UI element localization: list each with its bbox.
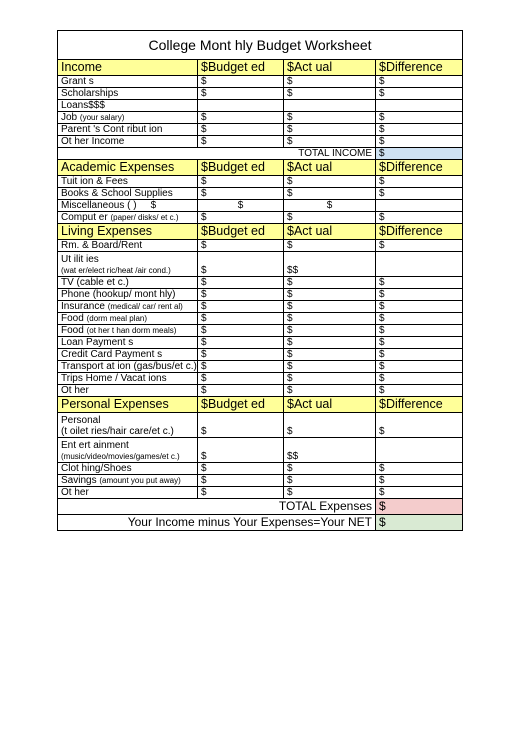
- table-row: [58, 475, 463, 487]
- actual-currency-extra: $: [292, 265, 299, 276]
- total-income-label: TOTAL INCOME: [58, 148, 376, 160]
- row-label-main: Personal: [61, 415, 101, 426]
- budgeted-cell[interactable]: $: [198, 277, 284, 289]
- difference-cell[interactable]: $: [376, 361, 463, 373]
- actual-cell[interactable]: $: [284, 88, 376, 100]
- budgeted-cell[interactable]: $: [198, 413, 284, 438]
- actual-cell[interactable]: $: [284, 413, 376, 438]
- row-label: [58, 325, 198, 337]
- difference-cell[interactable]: [376, 100, 463, 112]
- income-budgeted-header: $Budget ed: [198, 60, 284, 76]
- difference-cell[interactable]: $: [376, 124, 463, 136]
- difference-cell[interactable]: $: [376, 289, 463, 301]
- actual-cell[interactable]: $: [284, 112, 376, 124]
- actual-cell[interactable]: $: [284, 487, 376, 499]
- difference-cell[interactable]: $: [376, 373, 463, 385]
- actual-cell[interactable]: $: [284, 76, 376, 88]
- budgeted-cell[interactable]: $: [198, 252, 284, 277]
- row-label: [58, 112, 198, 124]
- row-label: [58, 212, 198, 224]
- difference-cell[interactable]: $: [376, 176, 463, 188]
- row-label: Credit Card Payment s: [58, 349, 198, 361]
- row-label: Ot her Income: [58, 136, 198, 148]
- actual-cell[interactable]: $: [284, 301, 376, 313]
- actual-currency: $: [287, 265, 293, 276]
- income-difference-header: $Difference: [376, 60, 463, 76]
- row-label: Grant s: [58, 76, 198, 88]
- difference-cell[interactable]: $: [376, 301, 463, 313]
- row-label: Rm. & Board/Rent: [58, 240, 198, 252]
- difference-cell[interactable]: $: [376, 76, 463, 88]
- difference-cell[interactable]: $: [376, 188, 463, 200]
- row-label-note: (dorm meal plan): [86, 314, 148, 323]
- academic-difference-header: $Difference: [376, 160, 463, 176]
- table-row: [58, 212, 463, 224]
- row-label-note: (music/video/movies/games/et c.): [61, 452, 180, 461]
- table-row: [58, 112, 463, 124]
- row-label: [58, 313, 198, 325]
- budgeted-cell[interactable]: $: [198, 301, 284, 313]
- difference-cell[interactable]: $: [376, 413, 463, 438]
- table-row: [58, 349, 463, 361]
- budgeted-cell[interactable]: $: [198, 136, 284, 148]
- row-label: [58, 252, 198, 277]
- table-row: [58, 176, 463, 188]
- living-actual-header: $Act ual: [284, 224, 376, 240]
- row-label-note: (ot her t han dorm meals): [86, 326, 177, 335]
- table-row: [58, 124, 463, 136]
- row-label: [58, 301, 198, 313]
- difference-cell[interactable]: $: [376, 325, 463, 337]
- net-cell[interactable]: $: [376, 515, 463, 531]
- budgeted-cell[interactable]: $: [198, 487, 284, 499]
- difference-cell[interactable]: [376, 438, 463, 463]
- difference-cell[interactable]: $: [376, 349, 463, 361]
- budgeted-cell[interactable]: [198, 200, 284, 212]
- row-label: TV (cable et c.): [58, 277, 198, 289]
- budgeted-cell[interactable]: $: [198, 438, 284, 463]
- table-row: [58, 100, 463, 112]
- budget-worksheet-table: [57, 30, 463, 531]
- actual-currency: $: [326, 200, 333, 211]
- actual-cell[interactable]: $: [284, 463, 376, 475]
- actual-cell[interactable]: $: [284, 373, 376, 385]
- table-row: [58, 361, 463, 373]
- net-label: Your Income minus Your Expenses=Your NET: [58, 515, 376, 531]
- total-income-cell[interactable]: $: [376, 148, 463, 160]
- row-label-note: (amount you put away): [99, 476, 181, 485]
- row-label-main: Food: [61, 313, 84, 324]
- budgeted-cell[interactable]: $: [198, 313, 284, 325]
- row-label: [58, 200, 198, 212]
- row-label: Transport at ion (gas/bus/et c.): [58, 361, 198, 373]
- actual-cell[interactable]: $: [284, 176, 376, 188]
- table-row: [58, 136, 463, 148]
- budgeted-cell[interactable]: $: [198, 188, 284, 200]
- personal-difference-header: $Difference: [376, 397, 463, 413]
- row-label: Ot her: [58, 487, 198, 499]
- living-budgeted-header: $Budget ed: [198, 224, 284, 240]
- difference-cell[interactable]: $: [376, 475, 463, 487]
- budgeted-cell[interactable]: $: [198, 373, 284, 385]
- row-label: Ot her: [58, 385, 198, 397]
- budgeted-cell[interactable]: $: [198, 463, 284, 475]
- actual-cell[interactable]: $: [284, 475, 376, 487]
- actual-cell[interactable]: [284, 100, 376, 112]
- budgeted-cell[interactable]: $: [198, 361, 284, 373]
- difference-cell[interactable]: $: [376, 240, 463, 252]
- difference-cell[interactable]: $: [376, 487, 463, 499]
- total-expenses-row: [58, 499, 463, 515]
- table-row: [58, 413, 463, 438]
- table-row: [58, 240, 463, 252]
- row-label: Phone (hookup/ mont hly): [58, 289, 198, 301]
- table-row: [58, 200, 463, 212]
- row-label-note: (t oilet ries/hair care/et c.): [61, 426, 174, 437]
- difference-cell[interactable]: $: [376, 337, 463, 349]
- income-actual-header: $Act ual: [284, 60, 376, 76]
- row-label: [58, 413, 198, 438]
- difference-cell[interactable]: $: [376, 112, 463, 124]
- actual-cell[interactable]: [284, 252, 376, 277]
- actual-cell[interactable]: $: [284, 212, 376, 224]
- difference-cell[interactable]: $: [376, 136, 463, 148]
- row-label-main: Miscellaneous ( ): [61, 200, 137, 211]
- living-header: Living Expenses: [58, 224, 198, 240]
- actual-cell[interactable]: $: [284, 240, 376, 252]
- difference-cell[interactable]: $: [376, 277, 463, 289]
- row-label: [58, 475, 198, 487]
- worksheet-title: College Mont hly Budget Worksheet: [58, 31, 463, 60]
- table-row: [58, 373, 463, 385]
- personal-budgeted-header: $Budget ed: [198, 397, 284, 413]
- actual-cell[interactable]: [284, 200, 376, 212]
- budgeted-cell[interactable]: $: [198, 88, 284, 100]
- budgeted-cell[interactable]: $: [198, 112, 284, 124]
- budgeted-cell[interactable]: $: [198, 325, 284, 337]
- row-label-main: Ent ert ainment: [61, 440, 129, 451]
- actual-cell[interactable]: [284, 438, 376, 463]
- total-expenses-cell[interactable]: $: [376, 499, 463, 515]
- table-row: [58, 289, 463, 301]
- budgeted-cell[interactable]: $: [198, 289, 284, 301]
- row-label: Books & School Supplies: [58, 188, 198, 200]
- row-label-main: Job: [61, 112, 78, 123]
- row-label: Loans$$$: [58, 100, 198, 112]
- academic-header: Academic Expenses: [58, 160, 198, 176]
- budgeted-cell[interactable]: $: [198, 337, 284, 349]
- net-row: [58, 515, 463, 531]
- table-row: [58, 188, 463, 200]
- row-label-main: Ut ilit ies: [61, 254, 99, 265]
- row-label-main: Food: [61, 325, 84, 336]
- actual-cell[interactable]: $: [284, 337, 376, 349]
- actual-cell[interactable]: $: [284, 325, 376, 337]
- personal-header: Personal Expenses: [58, 397, 198, 413]
- actual-cell[interactable]: $: [284, 188, 376, 200]
- total-income-row: [58, 148, 463, 160]
- misc-currency: $: [150, 200, 157, 211]
- living-difference-header: $Difference: [376, 224, 463, 240]
- difference-cell[interactable]: [376, 252, 463, 277]
- budgeted-cell[interactable]: $: [198, 240, 284, 252]
- actual-cell[interactable]: $: [284, 277, 376, 289]
- budgeted-cell[interactable]: $: [198, 176, 284, 188]
- table-row: [58, 313, 463, 325]
- actual-cell[interactable]: $: [284, 385, 376, 397]
- difference-cell[interactable]: $: [376, 212, 463, 224]
- table-row: [58, 88, 463, 100]
- row-label: [58, 438, 198, 463]
- personal-actual-header: $Act ual: [284, 397, 376, 413]
- difference-cell[interactable]: [376, 200, 463, 212]
- row-label-note: (medical/ car/ rent al): [107, 302, 183, 311]
- budgeted-currency: $: [237, 200, 244, 211]
- academic-actual-header: $Act ual: [284, 160, 376, 176]
- row-label-note: (your salary): [79, 113, 125, 122]
- table-row: [58, 487, 463, 499]
- row-label-note: (paper/ disks/ et c.): [110, 213, 179, 222]
- table-row: [58, 252, 463, 277]
- actual-cell[interactable]: $: [284, 136, 376, 148]
- actual-cell[interactable]: $: [284, 313, 376, 325]
- table-row: [58, 301, 463, 313]
- row-label: Clot hing/Shoes: [58, 463, 198, 475]
- budgeted-cell[interactable]: $: [198, 212, 284, 224]
- actual-cell[interactable]: $: [284, 124, 376, 136]
- row-label: Trips Home / Vacat ions: [58, 373, 198, 385]
- budgeted-cell[interactable]: $: [198, 124, 284, 136]
- row-label-main: Comput er: [61, 212, 108, 223]
- difference-cell[interactable]: $: [376, 385, 463, 397]
- actual-currency: $: [287, 451, 293, 462]
- actual-cell[interactable]: $: [284, 361, 376, 373]
- budgeted-cell[interactable]: $: [198, 349, 284, 361]
- table-row: [58, 463, 463, 475]
- row-label: Loan Payment s: [58, 337, 198, 349]
- academic-budgeted-header: $Budget ed: [198, 160, 284, 176]
- row-label: Parent 's Cont ribut ion: [58, 124, 198, 136]
- total-expenses-label: TOTAL Expenses: [58, 499, 376, 515]
- budgeted-cell[interactable]: $: [198, 385, 284, 397]
- row-label-main: Insurance: [61, 301, 105, 312]
- table-row: [58, 438, 463, 463]
- difference-cell[interactable]: $: [376, 313, 463, 325]
- table-row: [58, 337, 463, 349]
- row-label-main: Savings: [61, 475, 97, 486]
- row-label: Scholarships: [58, 88, 198, 100]
- budgeted-cell[interactable]: $: [198, 475, 284, 487]
- difference-cell[interactable]: $: [376, 88, 463, 100]
- row-label: Tuit ion & Fees: [58, 176, 198, 188]
- actual-cell[interactable]: $: [284, 289, 376, 301]
- actual-cell[interactable]: $: [284, 349, 376, 361]
- table-row: [58, 76, 463, 88]
- row-label-note: (wat er/elect ric/heat /air cond.): [61, 266, 171, 275]
- table-row: [58, 385, 463, 397]
- budgeted-cell[interactable]: [198, 100, 284, 112]
- actual-currency-extra: $: [292, 451, 299, 462]
- income-header: Income: [58, 60, 198, 76]
- table-row: [58, 277, 463, 289]
- difference-cell[interactable]: $: [376, 463, 463, 475]
- table-row: [58, 325, 463, 337]
- budgeted-cell[interactable]: $: [198, 76, 284, 88]
